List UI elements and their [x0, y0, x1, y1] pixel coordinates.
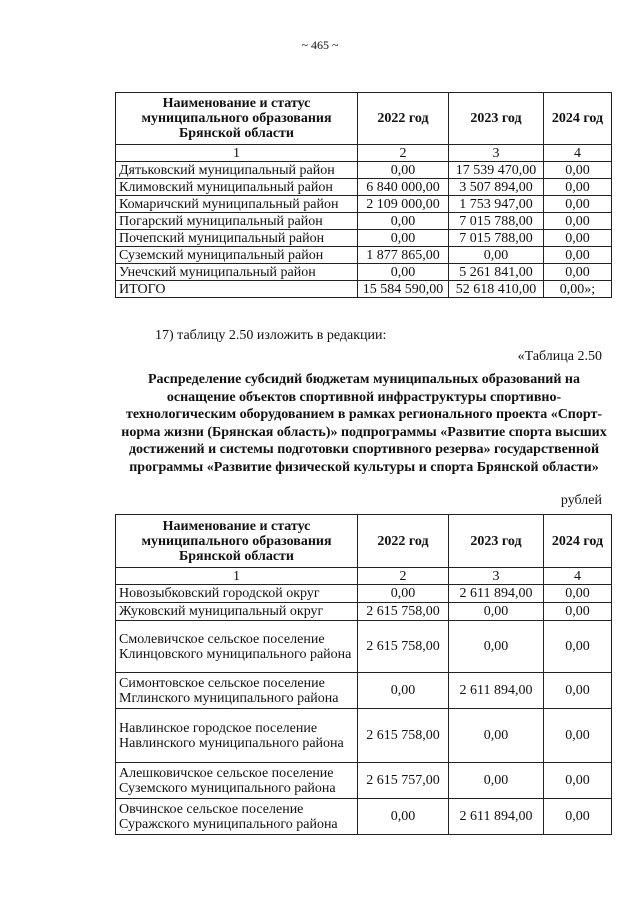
value-2024: 0,00: [544, 247, 612, 264]
value-2022: 0,00: [358, 799, 449, 835]
municipality-cell: Овчинское сельское поселение Суражского муниципального района: [116, 799, 358, 835]
table-caption: «Таблица 2.50: [517, 349, 602, 364]
value-2023: 0,00: [449, 763, 544, 799]
value-2023: 2 611 894,00: [449, 673, 544, 709]
table-heading: Распределение субсидий бюджетам муниципальных образований на оснащение объектов спортивной инфраструктуры спортивно-технологическим оборудованием в рамках регионального проекта «Спорт-норма жизни (Брянская область)» подпрограммы «Развитие спорта высших достижений и системы подготовки спортивного резерва» государственной программы «Развитие физической культуры и спорта Брянской области»: [121, 372, 607, 475]
amendment-instruction: 17) таблицу 2.50 изложить в редакции:: [155, 328, 387, 343]
municipality-cell: Смолевичское сельское поселение Клинцовского муниципального района: [116, 621, 358, 673]
value-2022: 0,00: [358, 162, 449, 179]
municipality-cell: Дятьковский муниципальный район: [116, 162, 358, 179]
header-municipality: Наименование и статус муниципального образования Брянской области: [116, 515, 358, 568]
value-2024: 0,00: [544, 763, 612, 799]
subsidy-table-2-50: [115, 514, 612, 835]
header-2023: 2023 год: [449, 93, 544, 145]
index-cell: 3: [449, 568, 544, 585]
header-2022: 2022 год: [358, 515, 449, 568]
index-cell: 1: [116, 568, 358, 585]
value-2022: 2 615 758,00: [358, 621, 449, 673]
value-2024: 0,00: [544, 585, 612, 603]
table-row: [116, 621, 612, 673]
table-row: [116, 230, 612, 247]
value-2022: 0,00: [358, 673, 449, 709]
value-2022: 2 109 000,00: [358, 196, 449, 213]
value-2024: 0,00: [544, 196, 612, 213]
municipality-cell: Новозыбковский городской округ: [116, 585, 358, 603]
value-2024: 0,00: [544, 621, 612, 673]
value-2023: 7 015 788,00: [449, 230, 544, 247]
municipality-cell: Алешковичское сельское поселение Суземского муниципального района: [116, 763, 358, 799]
value-2023: 2 611 894,00: [449, 585, 544, 603]
index-cell: 1: [116, 145, 358, 162]
table-row: [116, 264, 612, 281]
table-row: [116, 196, 612, 213]
header-2024: 2024 год: [544, 93, 612, 145]
value-2024: 0,00: [544, 213, 612, 230]
value-2023: 0,00: [449, 247, 544, 264]
value-2024: 0,00: [544, 162, 612, 179]
header-2023: 2023 год: [449, 515, 544, 568]
table-row: [116, 709, 612, 763]
table-row: [116, 179, 612, 196]
table-row: [116, 247, 612, 264]
value-2024: 0,00: [544, 799, 612, 835]
municipality-cell: Климовский муниципальный район: [116, 179, 358, 196]
index-cell: 3: [449, 145, 544, 162]
municipality-cell: Погарский муниципальный район: [116, 213, 358, 230]
header-2024: 2024 год: [544, 515, 612, 568]
value-2022: 1 877 865,00: [358, 247, 449, 264]
units-label: рублей: [560, 493, 602, 508]
value-2023: 0,00: [449, 709, 544, 763]
table-row: [116, 673, 612, 709]
value-2023: 0,00: [449, 603, 544, 621]
index-cell: 2: [358, 145, 449, 162]
value-2024: 0,00: [544, 179, 612, 196]
header-2022: 2022 год: [358, 93, 449, 145]
total-label: ИТОГО: [116, 281, 358, 298]
total-2024: 0,00»;: [544, 281, 612, 298]
value-2024: 0,00: [544, 264, 612, 281]
municipality-cell: Навлинское городское поселение Навлинского муниципального района: [116, 709, 358, 763]
municipality-cell: Жуковский муниципальный округ: [116, 603, 358, 621]
value-2024: 0,00: [544, 230, 612, 247]
municipality-cell: Унечский муниципальный район: [116, 264, 358, 281]
total-2022: 15 584 590,00: [358, 281, 449, 298]
municipality-cell: Суземский муниципальный район: [116, 247, 358, 264]
table-row: [116, 799, 612, 835]
table-row: [116, 763, 612, 799]
value-2024: 0,00: [544, 603, 612, 621]
value-2022: 2 615 758,00: [358, 603, 449, 621]
table-row: [116, 603, 612, 621]
table-header-row: [116, 515, 612, 568]
value-2022: 2 615 758,00: [358, 709, 449, 763]
value-2022: 6 840 000,00: [358, 179, 449, 196]
value-2022: 2 615 757,00: [358, 763, 449, 799]
index-cell: 4: [544, 568, 612, 585]
value-2023: 3 507 894,00: [449, 179, 544, 196]
value-2023: 1 753 947,00: [449, 196, 544, 213]
value-2023: 7 015 788,00: [449, 213, 544, 230]
value-2024: 0,00: [544, 673, 612, 709]
value-2022: 0,00: [358, 230, 449, 247]
value-2022: 0,00: [358, 585, 449, 603]
municipality-cell: Комаричский муниципальный район: [116, 196, 358, 213]
index-cell: 2: [358, 568, 449, 585]
total-2023: 52 618 410,00: [449, 281, 544, 298]
column-index-row: [116, 145, 612, 162]
value-2023: 17 539 470,00: [449, 162, 544, 179]
value-2022: 0,00: [358, 264, 449, 281]
subsidy-table-2-49: [115, 92, 612, 298]
index-cell: 4: [544, 145, 612, 162]
municipality-cell: Почепский муниципальный район: [116, 230, 358, 247]
municipality-cell: Симонтовское сельское поселение Мглинского муниципального района: [116, 673, 358, 709]
value-2024: 0,00: [544, 709, 612, 763]
table-row: [116, 585, 612, 603]
column-index-row: [116, 568, 612, 585]
table-row: [116, 162, 612, 179]
value-2023: 5 261 841,00: [449, 264, 544, 281]
value-2023: 0,00: [449, 621, 544, 673]
table-row: [116, 213, 612, 230]
page-number: ~ 465 ~: [301, 38, 339, 52]
value-2023: 2 611 894,00: [449, 799, 544, 835]
header-municipality: Наименование и статус муниципального образования Брянской области: [116, 93, 358, 145]
table-header-row: [116, 93, 612, 145]
total-row: [116, 281, 612, 298]
value-2022: 0,00: [358, 213, 449, 230]
